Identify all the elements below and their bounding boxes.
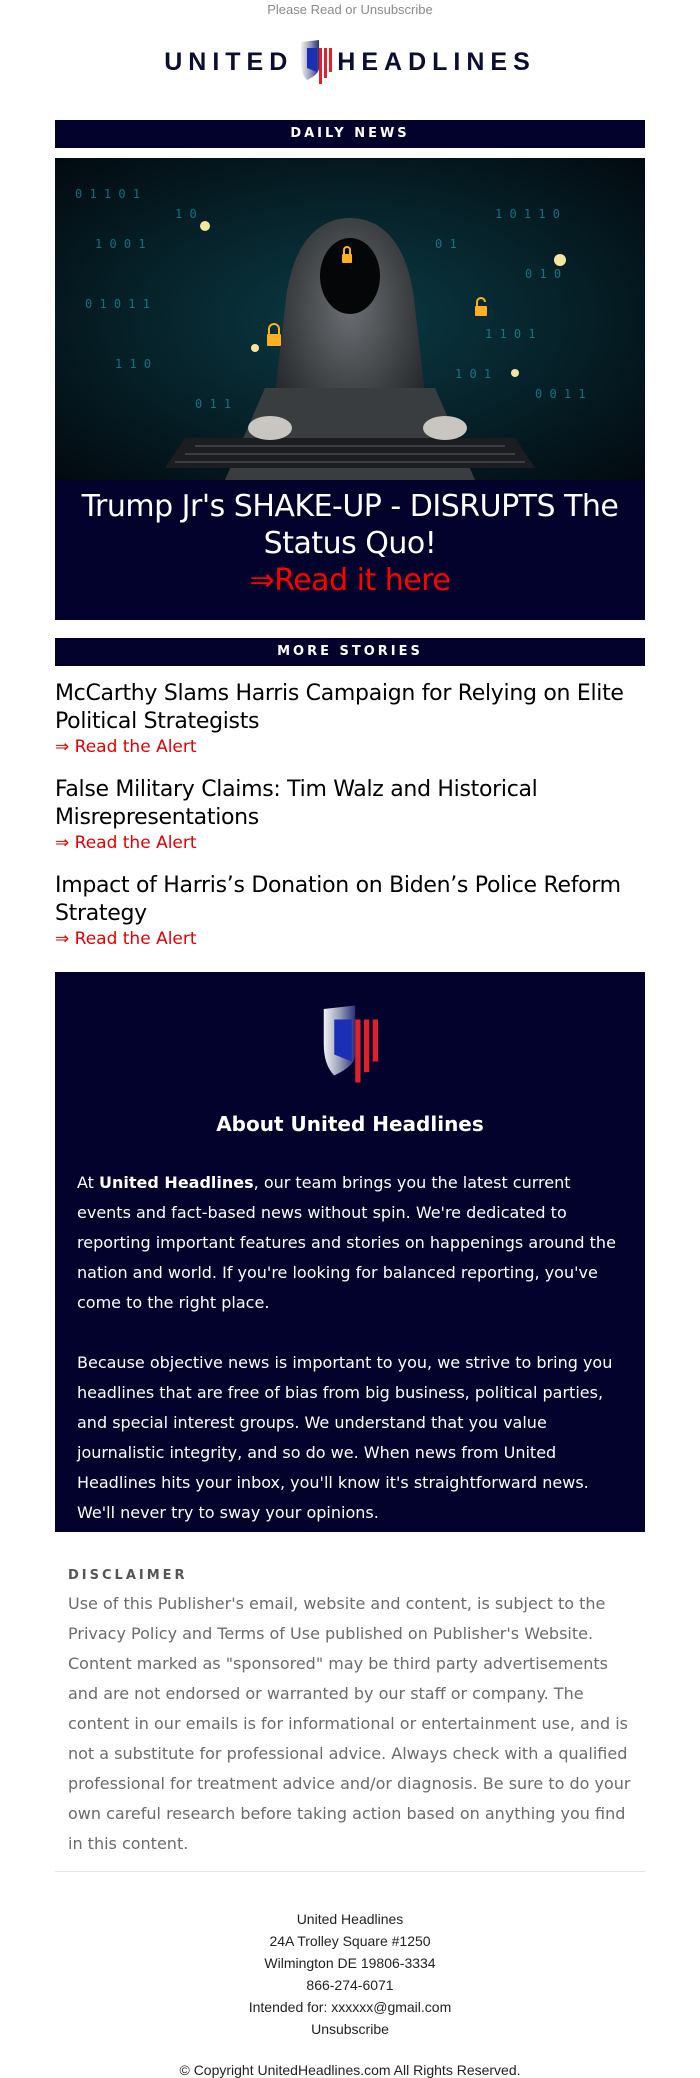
about-paragraph-1: At United Headlines, our team brings you the latest current events and fact-based news without spin. We're dedicated to reporting important features and stories on happenings around the nation and world. If you're looking for balanced reporting, you've come to the right place. [77, 1173, 616, 1312]
svg-text:0 1: 0 1 [435, 237, 457, 251]
story-item[interactable] [55, 680, 645, 758]
svg-text:1 0 0 1: 1 0 0 1 [95, 237, 146, 251]
preheader-link[interactable]: Please Read or Unsubscribe [267, 2, 433, 17]
footer-company: United Headlines [296, 1911, 404, 1927]
svg-text:1 0: 1 0 [175, 207, 197, 221]
brand-left-text: UNITED [164, 47, 294, 76]
footer-phone: 866-274-6071 [306, 1977, 394, 1993]
story-read-link[interactable]: ⇒ Read the Alert [55, 737, 197, 757]
story-title[interactable]: McCarthy Slams Harris Campaign for Relying on Elite Political Strategists [55, 681, 624, 734]
brand-right-text: HEADLINES [337, 47, 536, 76]
svg-text:1 1 0 1: 1 1 0 1 [485, 327, 536, 341]
story-read-link[interactable]: ⇒ Read the Alert [55, 833, 197, 853]
svg-text:1 0 1: 1 0 1 [455, 367, 492, 381]
hero-read-link[interactable]: ⇒Read it here [249, 563, 451, 598]
story-item[interactable] [55, 872, 645, 950]
footer-address-line-1: 24A Trolley Square #1250 [269, 1933, 431, 1949]
svg-text:0 1 0 1 1: 0 1 0 1 1 [85, 297, 151, 311]
hero-hacker-image[interactable] [55, 158, 645, 480]
footer-address-line-2: Wilmington DE 19806-3334 [264, 1955, 436, 1971]
svg-text:0 0 1 1: 0 0 1 1 [535, 387, 586, 401]
svg-text:1 0 1 1 0: 1 0 1 1 0 [495, 207, 561, 221]
story-item[interactable] [55, 776, 645, 854]
brand-name-bold: United Headlines [99, 1173, 254, 1192]
hero-title[interactable]: Trump Jr's SHAKE-UP - DISRUPTS The Status Quo! [81, 489, 619, 561]
copyright-text: © Copyright UnitedHeadlines.com All Rights Reserved. [179, 2062, 521, 2078]
story-title[interactable]: Impact of Harris’s Donation on Biden’s Police Reform Strategy [55, 873, 621, 926]
daily-news-bar: DAILY NEWS [55, 120, 645, 148]
shield-logo-icon [299, 38, 333, 86]
hero-story[interactable] [55, 158, 645, 620]
about-section [55, 972, 645, 1532]
disclaimer-section [68, 1568, 632, 1859]
disclaimer-title: DISCLAIMER [68, 1568, 188, 1583]
story-title[interactable]: False Military Claims: Tim Walz and Historical Misrepresentations [55, 777, 538, 830]
about-paragraph-2: Because objective news is important to you, we strive to bring you headlines that are free of bias from big business, political parties, and special interest groups. We understand that you value journalistic integrity, and so do we. When news from United Headlines hits your inbox, you'll know it's straightforward news. We'll never try to sway your opinions. [77, 1353, 613, 1522]
svg-text:0 1 0: 0 1 0 [525, 267, 562, 281]
disclaimer-text: Use of this Publisher's email, website and content, is subject to the Privacy Policy and Terms of Use published on Publisher's Website. Content marked as "sponsored" may be third party advertisements and are not endorsed or warranted by our staff or company. The content in our emails is for informational or entertainment use, and is not a substitute for professional advice. Always check with a qualified professional for treatment advice and/or diagnosis. Be sure to do your own careful research before taking action based on anything you find in this content. [68, 1594, 631, 1853]
footer-address [0, 1908, 700, 2040]
story-read-link[interactable]: ⇒ Read the Alert [55, 929, 197, 949]
more-stories-bar: MORE STORIES [55, 638, 645, 666]
brand-logo[interactable] [0, 22, 700, 102]
shield-emblem-icon [318, 1002, 382, 1086]
footer-intended: Intended for: xxxxxx@gmail.com [248, 1999, 452, 2015]
svg-text:0 1 1 0 1: 0 1 1 0 1 [75, 187, 141, 201]
divider [55, 1871, 645, 1872]
about-heading: About United Headlines [216, 1112, 484, 1136]
svg-text:1 1 0: 1 1 0 [115, 357, 152, 371]
svg-text:0 1 1: 0 1 1 [195, 397, 232, 411]
unsubscribe-link[interactable]: Unsubscribe [311, 2021, 389, 2037]
